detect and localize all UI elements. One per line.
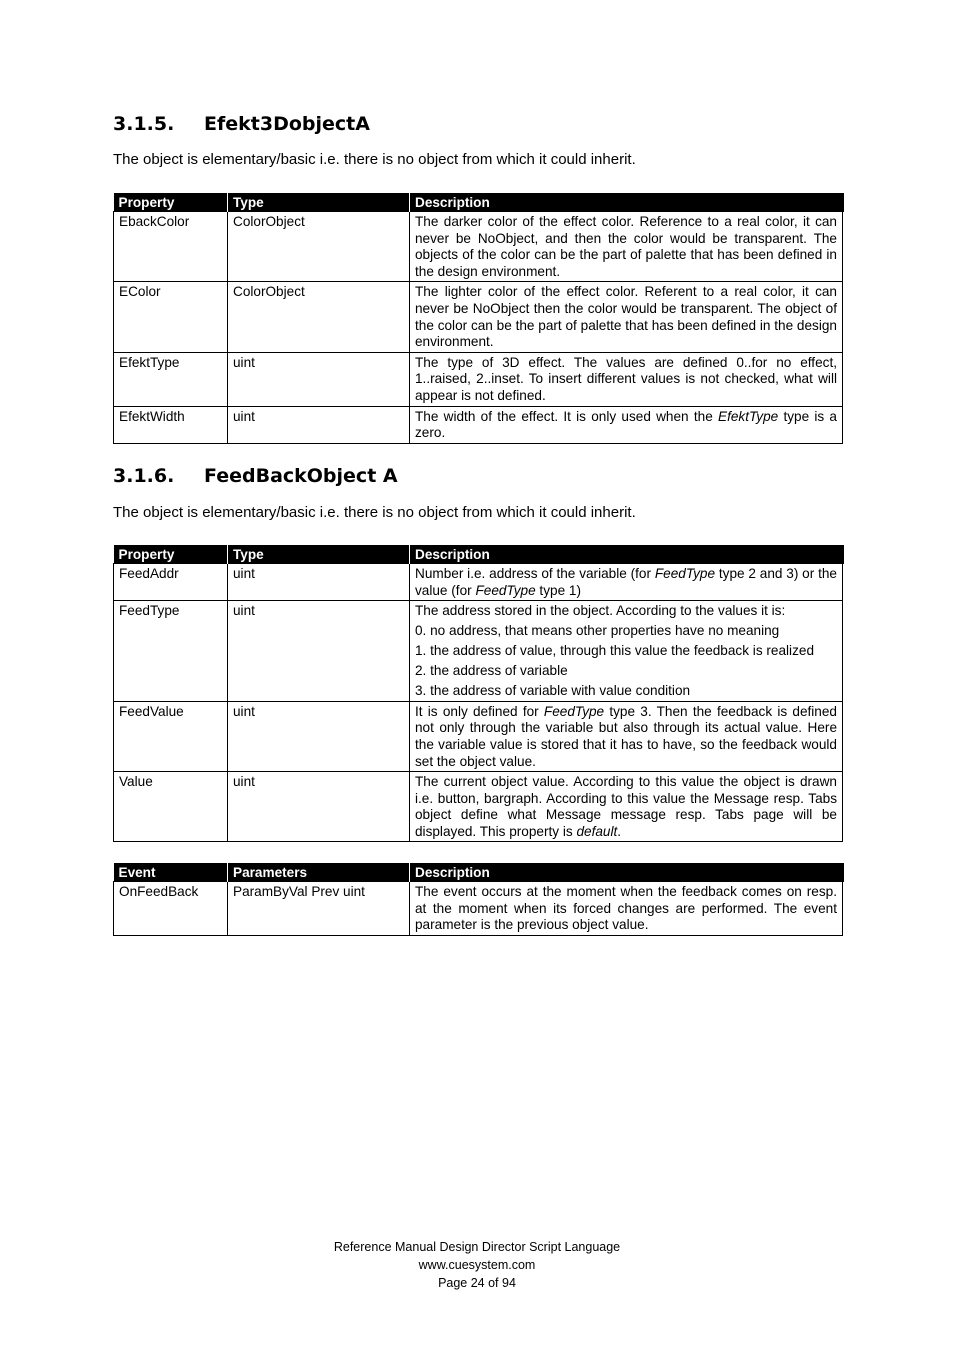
property-description: [410, 406, 843, 443]
event-parameters: ParamByVal Prev uint: [228, 882, 410, 936]
description-text: The current object value. According to this value the object is drawn i.e. button, bargraph. According to this value the Message resp. Tabs object define what Message message resp. Tabs page will be displayed. This property is: [415, 774, 837, 839]
header-property: Property: [114, 545, 228, 564]
table-row: [114, 882, 843, 936]
section-number: 3.1.5.: [113, 113, 175, 135]
property-description: The lighter color of the effect color. Referent to a real color, it can never be NoObject then the color would be transparent. The object of the color can be the part of palette that has been defined in the design environment.: [410, 282, 843, 352]
footer-manual-title: Reference Manual Design Director Script Language: [333, 1240, 621, 1254]
property-name: Value: [114, 772, 228, 842]
property-type: ColorObject: [228, 212, 410, 282]
property-type: uint: [228, 406, 410, 443]
section-intro: The object is elementary/basic i.e. there is no object from which it could inherit.: [113, 504, 636, 521]
property-description: [410, 601, 843, 702]
description-emphasis: default: [576, 823, 618, 839]
property-name: FeedValue: [114, 701, 228, 771]
property-name: EfektWidth: [114, 406, 228, 443]
properties-table-feedbackobject: [113, 545, 844, 842]
footer-page-number: Page 24 of 94: [438, 1276, 516, 1290]
property-description: The darker color of the effect color. Reference to a real color, it can never be NoObject, and then the color would be transparent. The objects of the color can be the part of palette that has been defined in the design environment.: [410, 212, 843, 282]
section-title: FeedBackObject A: [204, 465, 398, 487]
description-text: It is only defined for: [415, 703, 544, 719]
event-description: The event occurs at the moment when the feedback comes on resp. at the moment when its forced changes are performed. The event parameter is the previous object value.: [410, 882, 843, 936]
property-type: uint: [228, 564, 410, 601]
description-line: The address stored in the object. According to the values it is:: [415, 603, 786, 619]
property-type: uint: [228, 772, 410, 842]
property-type: uint: [228, 701, 410, 771]
header-description: Description: [410, 863, 843, 882]
table-row: [114, 701, 843, 771]
description-text: type 3. Then the feedback is defined not only through the variable but also through its actual value. Here the variable value is stored that it has to have, so the feedback would set the object value.: [415, 703, 837, 769]
header-property: Property: [114, 193, 228, 212]
description-line: 0. no address, that means other properties have no meaning: [415, 623, 780, 639]
table-row: [114, 212, 843, 282]
table-header-row: [114, 193, 843, 212]
section-heading-feedbackobject: [113, 465, 398, 487]
footer-website: www.cuesystem.com: [418, 1258, 536, 1272]
table-row: [114, 406, 843, 443]
property-type: ColorObject: [228, 282, 410, 352]
description-emphasis: FeedType: [543, 703, 605, 719]
table-row: [114, 601, 843, 702]
description-text: Number i.e. address of the variable (for: [415, 566, 655, 581]
header-description: Description: [410, 193, 843, 212]
property-type: uint: [228, 352, 410, 406]
description-text: The width of the effect. It is only used when the: [415, 408, 718, 424]
page-footer: [0, 1238, 954, 1292]
section-intro: The object is elementary/basic i.e. there is no object from which it could inherit.: [113, 151, 636, 168]
property-description: [410, 772, 843, 842]
section-heading-efekt3dobjecta: [113, 113, 370, 135]
table-row: [114, 352, 843, 406]
description-line: 1. the address of value, through this value the feedback is realized: [415, 643, 814, 659]
description-line: 3. the address of variable with value condition: [415, 683, 691, 699]
header-type: Type: [228, 545, 410, 564]
description-text: type is a zero.: [415, 408, 837, 441]
section-number: 3.1.6.: [113, 465, 175, 487]
event-name: OnFeedBack: [114, 882, 228, 936]
header-type: Type: [228, 193, 410, 212]
property-name: EfektType: [114, 352, 228, 406]
table-row: [114, 282, 843, 352]
description-text: .: [617, 823, 622, 839]
description-text: type 1): [535, 582, 581, 598]
property-type: uint: [228, 601, 410, 702]
property-description: [410, 564, 843, 601]
header-parameters: Parameters: [228, 863, 410, 882]
description-emphasis: FeedType: [475, 582, 536, 598]
description-emphasis: FeedType: [654, 566, 716, 581]
table-row: [114, 564, 843, 601]
events-table-feedbackobject: [113, 863, 844, 936]
section-title: Efekt3DobjectA: [204, 113, 370, 135]
property-name: FeedAddr: [114, 564, 228, 601]
description-text: type 2 and 3) or the value (for: [415, 566, 837, 598]
header-description: Description: [410, 545, 843, 564]
description-emphasis: EfektType: [718, 408, 779, 424]
table-header-row: [114, 863, 843, 882]
property-description: The type of 3D effect. The values are defined 0..for no effect, 1..raised, 2..inset. To insert different values is not checked, what will appear is not defined.: [410, 352, 843, 406]
header-event: Event: [114, 863, 228, 882]
property-name: FeedType: [114, 601, 228, 702]
table-header-row: [114, 545, 843, 564]
properties-table-efekt3dobjecta: [113, 193, 844, 444]
property-description: [410, 701, 843, 771]
property-name: EbackColor: [114, 212, 228, 282]
table-row: [114, 772, 843, 842]
property-name: EColor: [114, 282, 228, 352]
description-line: 2. the address of variable: [415, 663, 568, 679]
